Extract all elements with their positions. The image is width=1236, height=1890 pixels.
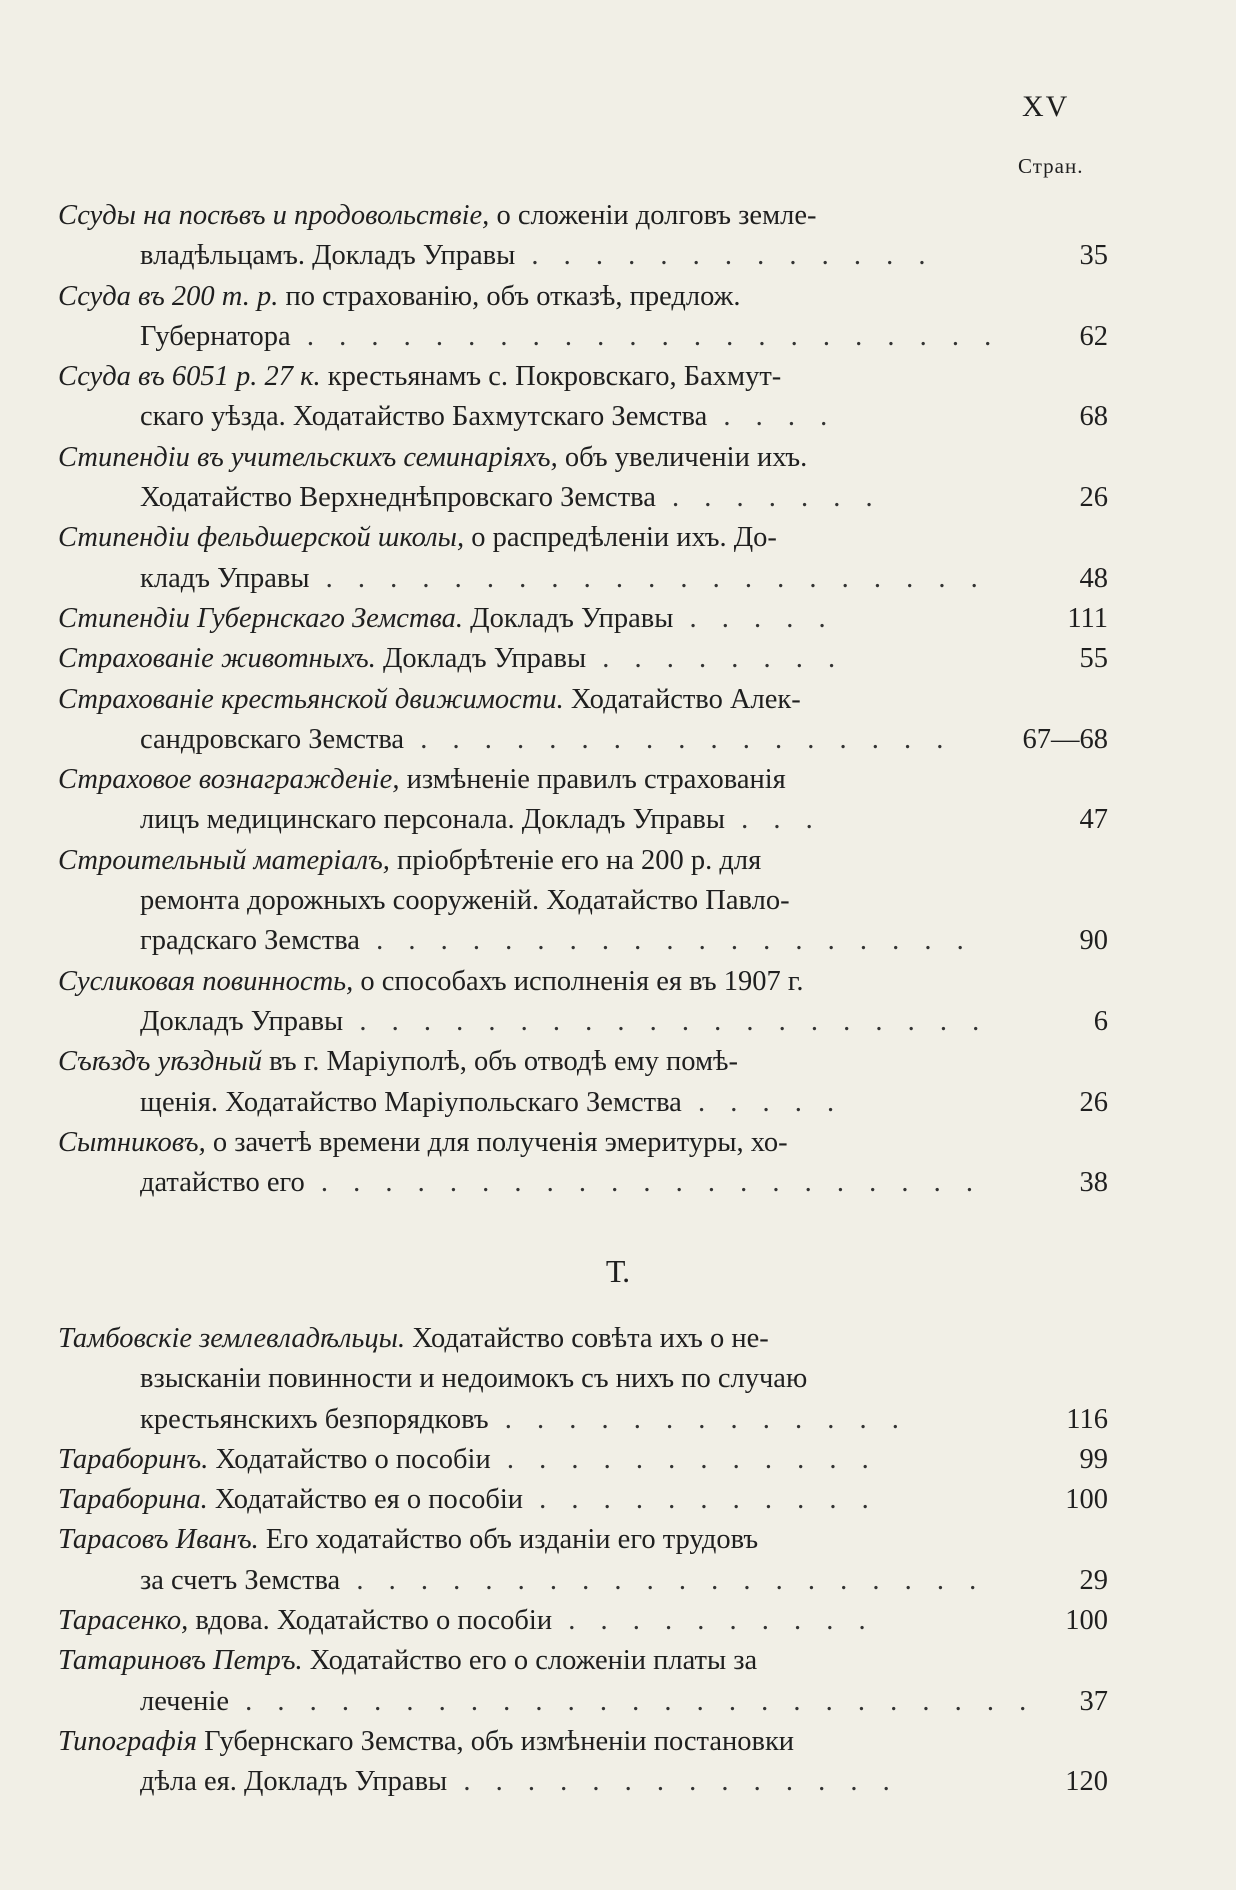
entry-subject: Строительный матеріалъ, <box>58 844 390 876</box>
index-entry <box>58 639 1108 679</box>
entry-text: Его ходатайство объ изданіи его трудовъ <box>258 1524 759 1556</box>
index-entry <box>58 1042 1108 1123</box>
index-section-s <box>58 196 1108 1203</box>
index-entry <box>58 518 1108 599</box>
index-entry <box>58 1440 1108 1480</box>
entry-subject: Тараборинъ. <box>58 1443 209 1475</box>
index-entry <box>58 357 1108 438</box>
page-column-header: Стран. <box>1018 154 1084 178</box>
entry-text: крестьянамъ с. Покровскаго, Бахмут- <box>320 361 782 393</box>
entry-subject: Съѣздъ уѣздный <box>58 1046 263 1078</box>
dot-leader: . . . . . . . . . . . . . . . . . . . . <box>343 1005 989 1037</box>
index-entry-line <box>58 1480 1108 1520</box>
entry-subject: Страховое вознагражденіе, <box>58 764 400 796</box>
index-entry-line <box>58 196 1108 236</box>
dot-leader: . . . . . . . . . . . . . . . . . . . . . <box>309 562 987 594</box>
index-entry-line <box>58 1520 1108 1560</box>
dot-leader: . . . . . . . . . . <box>552 1605 875 1637</box>
entry-text: Ходатайство Верхнеднѣпровскаго Земства <box>140 482 656 514</box>
index-entry-line <box>58 1762 1108 1802</box>
index-entry-line <box>58 962 1108 1002</box>
entry-text: скаго уѣзда. Ходатайство Бахмутскаго Земства <box>140 401 708 433</box>
index-entry <box>58 1722 1108 1803</box>
entry-text: о зачетѣ времени для полученія эмеритуры, хо- <box>205 1126 788 1158</box>
index-entry-line <box>58 1601 1108 1641</box>
entry-text: Губернатора <box>140 320 291 352</box>
dot-leader: . . . . . . . . <box>586 643 845 675</box>
dot-leader: . . . . . . . . . . . . . <box>488 1403 908 1435</box>
entry-text: о сложеніи долговъ земле- <box>489 200 817 231</box>
entry-text: крестьянскихъ безпорядковъ <box>140 1403 489 1435</box>
entry-text: лицъ медицинскаго персонала. Докладъ Управы <box>140 804 726 836</box>
entry-text: кладъ Управы <box>140 562 310 594</box>
entry-text: измѣненіе правилъ страхованія <box>399 764 786 796</box>
entry-page-number: 68 <box>1079 401 1108 433</box>
entry-page-number: 100 <box>1065 1605 1108 1637</box>
index-entry-line <box>58 317 1108 357</box>
entry-page-number: 120 <box>1065 1766 1108 1798</box>
index-entry <box>58 438 1108 519</box>
entry-text: о способахъ исполненія ея въ 1907 г. <box>353 965 804 997</box>
page-number: XV <box>1022 90 1070 123</box>
dot-leader: . . . . . . . <box>655 482 882 514</box>
entry-subject: Сытниковъ, <box>58 1126 206 1158</box>
index-entry-line <box>58 559 1108 599</box>
index-entry-line <box>58 478 1108 518</box>
dot-leader: . . . . . . . . . . . . . . . . . . . <box>359 925 973 957</box>
dot-leader: . . . . . . . . . . . . . . . . . . . . <box>340 1564 986 1596</box>
entry-page-number: 37 <box>1079 1685 1108 1717</box>
entry-text: Губернскаго Земства, объ измѣненіи постановки <box>196 1725 795 1757</box>
entry-page-number: 100 <box>1065 1484 1108 1516</box>
entry-page-number: 99 <box>1079 1443 1108 1475</box>
entry-subject: Типографія <box>58 1725 197 1757</box>
dot-leader: . . . . . . . . . . . . . . . . . . . . . <box>304 1167 982 1199</box>
index-entry-line <box>58 518 1108 558</box>
index-entry-line <box>58 599 1108 639</box>
entry-text: Ходатайство ея о пособіи <box>207 1484 524 1516</box>
index-entry-line <box>58 277 1108 317</box>
entry-text: Докладъ Управы <box>463 602 674 634</box>
index-entry-line <box>58 1163 1108 1203</box>
dot-leader: . . . . . . . . . . . . . . . . . <box>404 723 953 755</box>
entry-text: сандровскаго Земства <box>140 723 405 755</box>
index-entry-line <box>58 800 1108 840</box>
dot-leader: . . . . . . . . . . . . . . . . . . . . . . <box>290 320 1001 352</box>
entry-page-number: 55 <box>1079 643 1108 675</box>
section-letter-heading: Т. <box>605 1253 631 1289</box>
index-entry-line <box>58 680 1108 720</box>
entry-subject: Стипендіи фельдшерской школы, <box>58 522 465 554</box>
index-entry <box>58 599 1108 639</box>
entry-page-number: 67—68 <box>1022 723 1108 755</box>
entry-subject: Тамбовскіе землевладѣльцы. <box>58 1323 406 1354</box>
index-entry-line <box>58 639 1108 679</box>
index-entry <box>58 680 1108 761</box>
index-entry-line <box>58 1359 1108 1399</box>
entry-text: объ увеличеніи ихъ. <box>557 441 808 473</box>
index-entry-line <box>58 720 1108 760</box>
index-entry-line <box>58 236 1108 276</box>
dot-leader: . . . . . . . . . . . . . <box>515 240 935 272</box>
index-entry-line <box>58 1083 1108 1123</box>
entry-subject: Стипендіи Губернскаго Земства. <box>58 602 464 634</box>
entry-subject: Ссуда въ 6051 р. 27 к. <box>58 361 321 393</box>
entry-page-number: 62 <box>1079 320 1108 352</box>
entry-text: щенія. Ходатайство Маріупольскаго Земства <box>140 1086 682 1118</box>
entry-subject: Тараборина. <box>58 1484 208 1516</box>
index-entry-line <box>58 1682 1108 1722</box>
entry-text: Докладъ Управы <box>140 1005 344 1037</box>
index-entry-line <box>58 1319 1108 1359</box>
entry-subject: Ссуды на посѣвъ и продовольствіе, <box>58 200 490 231</box>
index-entry-line <box>58 1722 1108 1762</box>
entry-subject: Стипендіи въ учительскихъ семинаріяхъ, <box>58 441 558 473</box>
index-entry <box>58 1319 1108 1440</box>
entry-text: Докладъ Управы <box>375 643 587 675</box>
entry-text: о распредѣленіи ихъ. До- <box>464 522 777 554</box>
dot-leader: . . . . <box>707 401 837 433</box>
entry-page-number: 38 <box>1079 1167 1108 1199</box>
index-entry-line <box>58 881 1108 921</box>
dot-leader: . . . . . <box>673 602 835 634</box>
index-section-t <box>58 1319 1108 1803</box>
entry-page-number: 116 <box>1066 1403 1108 1435</box>
index-entry-line <box>58 438 1108 478</box>
entry-text: взысканіи повинности и недоимокъ съ нихъ по случаю <box>140 1363 808 1395</box>
index-entry <box>58 1601 1108 1641</box>
entry-text: по страхованію, объ отказѣ, предлож. <box>278 280 741 312</box>
entry-page-number: 29 <box>1079 1564 1108 1596</box>
index-entry-line <box>58 921 1108 961</box>
index-entry-line <box>58 1002 1108 1042</box>
index-entry <box>58 196 1108 277</box>
entry-page-number: 111 <box>1067 602 1108 634</box>
index-entry <box>58 962 1108 1043</box>
entry-page-number: 47 <box>1079 804 1108 836</box>
index-entry-line <box>58 1042 1108 1082</box>
entry-text: въ г. Маріуполѣ, объ отводѣ ему помѣ- <box>262 1046 739 1078</box>
entry-text: Ходатайство его о сложеніи платы за <box>302 1645 758 1677</box>
index-entry-line <box>58 1561 1108 1601</box>
entry-text: пріобрѣтеніе его на 200 р. для <box>389 844 762 876</box>
entry-text: владѣльцамъ. Докладъ Управы <box>140 240 516 272</box>
entry-page-number: 6 <box>1093 1005 1108 1037</box>
index-entry <box>58 1123 1108 1204</box>
entry-text: ремонта дорожныхъ сооруженій. Ходатайство Павло- <box>140 885 790 917</box>
entry-text: за счетъ Земства <box>140 1564 341 1596</box>
entry-text: вдова. Ходатайство о пособіи <box>188 1605 553 1637</box>
entry-text: леченіе <box>140 1685 229 1717</box>
entry-page-number: 26 <box>1079 1086 1108 1118</box>
index-entry-line <box>58 1400 1108 1440</box>
entry-page-number: 48 <box>1079 562 1108 594</box>
dot-leader: . . . <box>725 804 822 836</box>
index-entry <box>58 760 1108 841</box>
entry-page-number: 35 <box>1079 240 1108 272</box>
entry-text: Ходатайство совѣта ихъ о не- <box>405 1323 769 1354</box>
entry-page-number: 26 <box>1079 482 1108 514</box>
dot-leader: . . . . . . . . . . . <box>523 1484 878 1516</box>
entry-subject: Ссуда въ 200 т. р. <box>58 280 279 312</box>
entry-subject: Тарасенко, <box>58 1605 189 1637</box>
entry-subject: Сусликовая повинность, <box>58 965 354 997</box>
dot-leader: . . . . . <box>681 1086 844 1118</box>
index-entry-line <box>58 357 1108 397</box>
index-entry-line <box>58 841 1108 881</box>
index-entry-line <box>58 1123 1108 1163</box>
dot-leader: . . . . . . . . . . . . <box>490 1443 878 1475</box>
entry-text: Ходатайство Алек- <box>563 683 801 715</box>
entry-subject: Тарасовъ Иванъ. <box>58 1524 259 1556</box>
entry-subject: Татариновъ Петръ. <box>58 1645 303 1677</box>
index-entry <box>58 1520 1108 1601</box>
entry-page-number: 90 <box>1079 925 1108 957</box>
index-entry <box>58 841 1108 962</box>
dot-leader: . . . . . . . . . . . . . . <box>447 1766 899 1798</box>
index-entry <box>58 277 1108 358</box>
index-entry <box>58 1480 1108 1520</box>
index-entry <box>58 1641 1108 1722</box>
entry-text: градскаго Земства <box>140 925 360 957</box>
index-entry-line <box>58 1440 1108 1480</box>
entry-text: датайство его <box>140 1167 305 1199</box>
entry-subject: Страхованіе крестьянской движимости. <box>58 683 564 715</box>
index-entry-line <box>58 760 1108 800</box>
entry-text: Ходатайство о пособіи <box>208 1443 491 1475</box>
index-entry-line <box>58 397 1108 437</box>
entry-text: дѣла ея. Докладъ Управы <box>140 1766 448 1798</box>
index-entry-line <box>58 1641 1108 1681</box>
entry-subject: Страхованіе животныхъ. <box>58 643 376 675</box>
dot-leader: . . . . . . . . . . . . . . . . . . . . . . . . . <box>228 1685 1036 1717</box>
